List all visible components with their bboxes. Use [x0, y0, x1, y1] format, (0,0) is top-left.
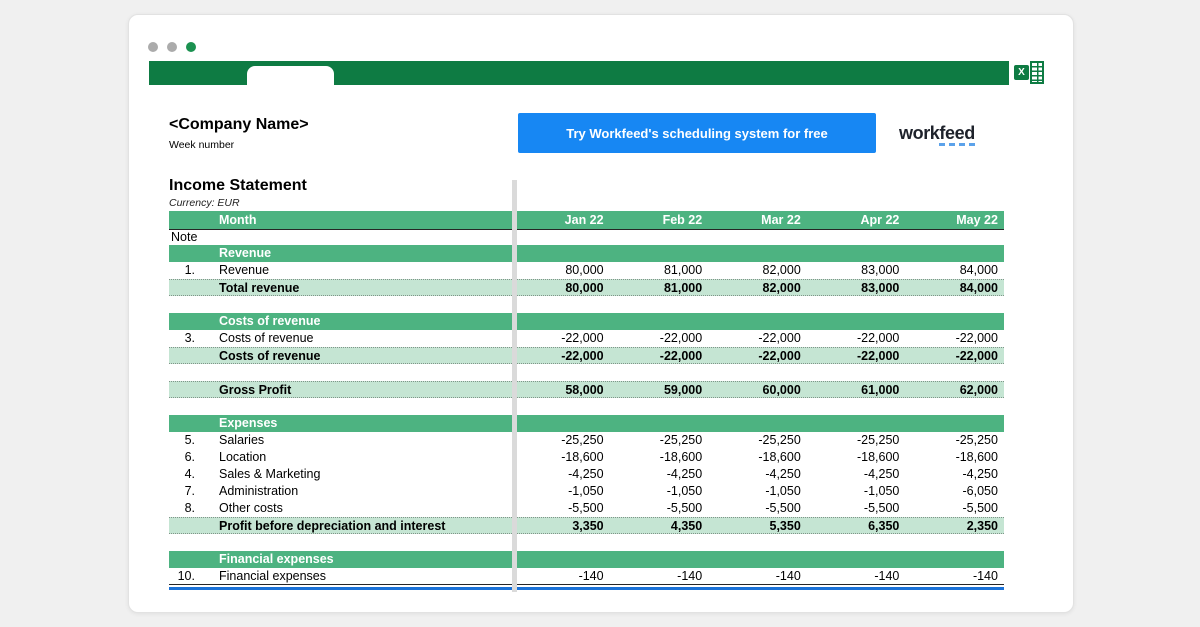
value-cell[interactable]: May 22 [956, 213, 998, 227]
note-cell [169, 415, 205, 432]
window-controls [148, 42, 196, 52]
value-cell[interactable]: 58,000 [565, 383, 604, 397]
note-cell [169, 211, 205, 229]
value-cell[interactable]: -22,000 [659, 349, 703, 363]
value-cell[interactable]: -5,500 [568, 501, 604, 515]
spacer-row [169, 398, 1004, 415]
row-label[interactable]: Revenue [219, 263, 270, 277]
note-cell[interactable]: 4. [184, 467, 195, 481]
value-cell[interactable]: 6,350 [868, 519, 900, 533]
window-dot-active[interactable] [186, 42, 196, 52]
value-cell[interactable]: 61,000 [861, 383, 900, 397]
note-cell[interactable]: 1. [184, 263, 195, 277]
section-header-label[interactable]: Financial expenses [219, 552, 334, 566]
value-cell[interactable]: Apr 22 [860, 213, 900, 227]
row-label[interactable]: Gross Profit [219, 383, 292, 397]
spacer-row [169, 534, 1004, 551]
row-label[interactable]: Location [219, 450, 267, 464]
table-row-month[interactable] [169, 211, 1004, 229]
company-name-placeholder[interactable]: <Company Name> [169, 116, 309, 133]
value-cell[interactable]: -140 [578, 569, 604, 583]
value-cell[interactable]: 60,000 [762, 383, 801, 397]
table-row-total[interactable] [169, 381, 1004, 398]
value-cell[interactable]: Feb 22 [662, 213, 703, 227]
value-cell[interactable]: -25,250 [856, 433, 900, 447]
value-cell[interactable]: -18,600 [758, 450, 801, 464]
value-cell[interactable]: -5,500 [666, 501, 703, 515]
value-cell[interactable]: 4,350 [670, 519, 703, 533]
week-number-label[interactable]: Week number [169, 139, 235, 151]
value-cell[interactable]: -4,250 [666, 467, 703, 481]
spacer-row [169, 364, 1004, 381]
value-cell[interactable]: -22,000 [561, 349, 604, 363]
value-cell[interactable]: Jan 22 [564, 213, 604, 227]
value-cell[interactable]: -5,500 [962, 501, 998, 515]
note-cell [169, 348, 205, 363]
value-cell[interactable]: -22,000 [955, 349, 998, 363]
value-cell[interactable]: 84,000 [959, 281, 998, 295]
value-cell[interactable]: -6,050 [962, 484, 998, 498]
value-cell[interactable]: -4,250 [765, 467, 801, 481]
value-cell[interactable]: -22,000 [659, 331, 703, 345]
sheet-tab[interactable] [247, 66, 334, 85]
value-cell[interactable]: 81,000 [663, 263, 703, 277]
table-row-item[interactable] [169, 432, 1004, 449]
value-cell[interactable]: 5,350 [769, 519, 801, 533]
table-row-item[interactable] [169, 449, 1004, 466]
income-statement-title: Income Statement [169, 177, 307, 194]
value-cell[interactable]: -4,250 [863, 467, 900, 481]
value-cell[interactable]: 82,000 [762, 263, 801, 277]
row-label[interactable]: Costs of revenue [219, 331, 314, 345]
row-label[interactable]: Month [219, 213, 257, 227]
table-row-section[interactable] [169, 245, 1004, 262]
excel-ribbon-bar [149, 61, 1009, 85]
table-row-item[interactable] [169, 483, 1004, 500]
value-cell[interactable]: -25,250 [758, 433, 801, 447]
note-cell [169, 313, 205, 330]
section-header-label[interactable]: Revenue [219, 246, 272, 260]
section-header-label[interactable]: Costs of revenue [219, 314, 321, 328]
value-cell[interactable]: Mar 22 [761, 213, 801, 227]
row-label[interactable]: Other costs [219, 501, 283, 515]
table-row-item[interactable] [169, 262, 1004, 279]
table-row-item[interactable] [169, 568, 1004, 585]
spacer-row [169, 296, 1004, 313]
logo-text-work: work [899, 123, 940, 143]
value-cell[interactable]: 80,000 [565, 281, 604, 295]
row-label[interactable]: Total revenue [219, 281, 300, 295]
value-cell[interactable]: -18,600 [955, 450, 998, 464]
table-row-total[interactable] [169, 517, 1004, 534]
excel-icon [1014, 60, 1044, 86]
note-cell [169, 551, 205, 568]
value-cell[interactable]: -5,500 [863, 501, 900, 515]
value-cell[interactable]: -1,050 [863, 484, 900, 498]
table-row-blank [169, 364, 1004, 381]
value-cell[interactable]: -1,050 [765, 484, 801, 498]
value-cell[interactable]: -1,050 [568, 484, 604, 498]
value-cell[interactable]: 83,000 [861, 263, 900, 277]
value-cell[interactable]: -5,500 [765, 501, 801, 515]
note-cell[interactable]: 6. [184, 450, 195, 464]
table-row-blank [169, 296, 1004, 313]
value-cell[interactable]: 82,000 [762, 281, 801, 295]
value-cell[interactable]: -22,000 [561, 331, 604, 345]
table-row-total[interactable] [169, 279, 1004, 296]
value-cell[interactable]: -18,600 [659, 450, 703, 464]
excel-sheet-glyph [1030, 61, 1044, 84]
value-cell[interactable]: -140 [874, 569, 900, 583]
note-cell[interactable]: 8. [184, 501, 195, 515]
sheet-table [169, 211, 1004, 590]
table-row-item[interactable] [169, 500, 1004, 517]
note-cell [169, 518, 205, 533]
value-cell[interactable]: -22,000 [856, 349, 900, 363]
note-cell [169, 280, 205, 295]
value-cell[interactable]: -1,050 [666, 484, 703, 498]
row-label[interactable]: Administration [219, 484, 299, 498]
try-workfeed-button[interactable]: Try Workfeed's scheduling system for free [518, 113, 876, 153]
value-cell[interactable]: -22,000 [758, 331, 801, 345]
table-row-section[interactable] [169, 415, 1004, 432]
table-row-blank [169, 534, 1004, 551]
value-cell[interactable]: -4,250 [962, 467, 998, 481]
row-label[interactable]: Salaries [219, 433, 265, 447]
window-dot-close[interactable] [148, 42, 158, 52]
value-cell[interactable]: -22,000 [955, 331, 998, 345]
table-row-section[interactable] [169, 551, 1004, 568]
value-cell[interactable]: -18,600 [856, 450, 900, 464]
value-cell[interactable]: -22,000 [758, 349, 801, 363]
value-cell[interactable]: 2,350 [966, 519, 998, 533]
column-divider[interactable] [512, 180, 517, 592]
value-cell[interactable]: 83,000 [861, 281, 900, 295]
value-cell[interactable]: -25,250 [659, 433, 703, 447]
workfeed-logo[interactable] [899, 123, 975, 144]
value-cell[interactable]: 84,000 [959, 263, 998, 277]
value-cell[interactable]: 59,000 [663, 383, 703, 397]
table-row-section[interactable] [169, 313, 1004, 330]
note-cell[interactable]: 3. [184, 331, 195, 345]
note-cell[interactable]: 10. [177, 569, 195, 583]
value-cell[interactable]: -4,250 [568, 467, 604, 481]
table-row-item[interactable] [169, 330, 1004, 347]
table-row-total[interactable] [169, 347, 1004, 364]
note-column-header[interactable]: Note [171, 230, 198, 244]
currency-note: Currency: EUR [169, 197, 240, 209]
section-header-label[interactable]: Expenses [219, 416, 278, 430]
row-label[interactable]: Sales & Marketing [219, 467, 321, 481]
value-cell[interactable]: 80,000 [565, 263, 604, 277]
value-cell[interactable]: -140 [677, 569, 703, 583]
value-cell[interactable]: -140 [972, 569, 998, 583]
value-cell[interactable]: -22,000 [856, 331, 900, 345]
value-cell[interactable]: 62,000 [959, 383, 998, 397]
table-row-note[interactable] [169, 229, 1004, 245]
value-cell[interactable]: 3,350 [572, 519, 604, 533]
logo-text-feed: feed [939, 123, 974, 146]
note-cell[interactable]: 7. [184, 484, 195, 498]
value-cell[interactable]: -18,600 [561, 450, 604, 464]
note-cell[interactable]: 5. [184, 433, 195, 447]
row-label[interactable]: Financial expenses [219, 569, 327, 583]
value-cell[interactable]: 81,000 [663, 281, 703, 295]
row-label[interactable]: Profit before depreciation and interest [219, 519, 446, 533]
excel-x-glyph: X [1014, 65, 1029, 80]
sheet-cutoff-line [169, 587, 1004, 590]
table-row-blank [169, 398, 1004, 415]
window-dot-minimize[interactable] [167, 42, 177, 52]
value-cell[interactable]: -25,250 [561, 433, 604, 447]
note-cell [169, 245, 205, 262]
app-window [128, 14, 1074, 613]
value-cell[interactable]: -140 [775, 569, 801, 583]
value-cell[interactable]: -25,250 [955, 433, 998, 447]
table-row-item[interactable] [169, 466, 1004, 483]
row-label[interactable]: Costs of revenue [219, 349, 321, 363]
note-cell [169, 382, 205, 397]
